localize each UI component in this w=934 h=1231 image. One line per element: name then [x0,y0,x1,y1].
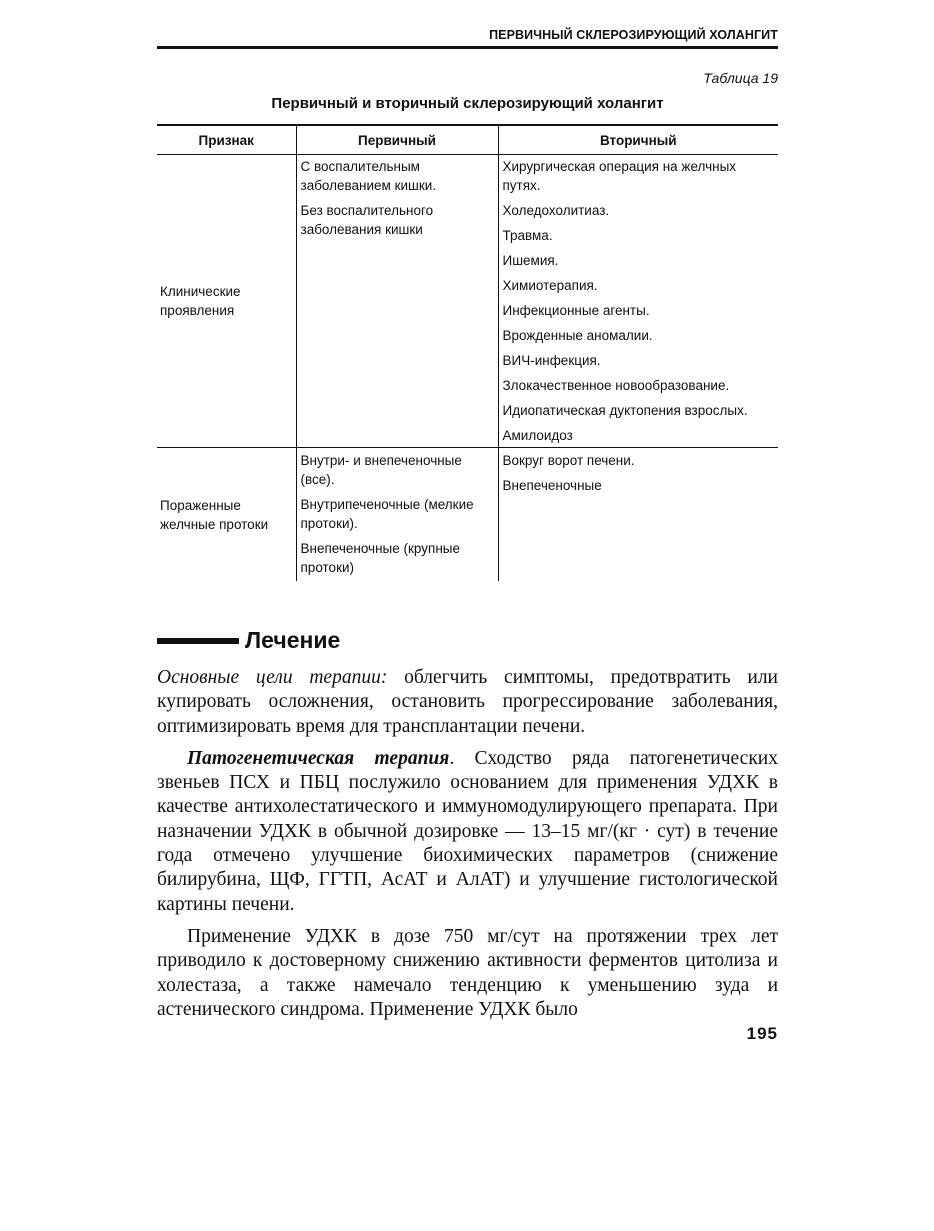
column-header-secondary: Вторичный [498,125,778,155]
primary-cell [296,155,498,448]
list-item: Внутрипеченочные (мелкие протоки). [300,497,474,531]
primary-cell [296,448,498,582]
paragraph-text: облегчить симптомы, предотвратить или купировать осложнения, остановить прогрессирование заболевания, оптимизировать время для трансплантации печени. [157,667,778,737]
page-number: 195 [746,1024,778,1043]
list-item: Химиотерапия. [502,278,598,293]
list-item: Амилоидоз [502,428,573,443]
list-item: Злокачественное новообразование. [502,378,730,393]
feature-cell: Пораженные желчные протоки [160,497,269,532]
list-item: Без воспалительного заболевания кишки [300,203,434,237]
paragraph-lead: Патогенетическая терапия [187,747,450,769]
secondary-cell [498,448,778,582]
feature-cell: Клинические проявления [157,155,296,448]
list-item: Инфекционные агенты. [502,303,650,318]
list-item: С воспалительным заболеванием кишки. [300,159,437,193]
list-item: Ишемия. [502,253,559,268]
paragraph [157,925,778,1022]
paragraph-text: Применение УДХК в дозе 750 мг/сут на протяжении трех лет приводило к достоверному снижению активности ферментов цитолиза и холестаза, а также намечало тенденцию к уменьшению зуда и астенического синдрома. Применение УДХК было [157,925,778,1020]
list-item: Холедохолитиаз. [502,203,610,218]
paragraph [157,666,778,739]
list-item: Хирургическая операция на желчных путях. [502,159,737,193]
paragraph-text: . Сходство ряда патогенетических звеньев ПСХ и ПБЦ послужило основанием для применения УДХК в качестве антихолестатического и иммуномодулирующего препарата. При назначении УДХК в обычной дозировке — 13–15 мг/(кг · сут) в течение года отмечено улучшение биохимических параметров (снижение билирубина, ЩФ, ГГТП, АсАТ и АлАТ) и улучшение гистологической картины печени. [157,747,778,915]
paragraph-lead: Основные цели терапии: [157,667,388,688]
column-header-primary: Первичный [296,125,498,155]
paragraph [157,747,778,917]
table-row [157,448,778,582]
column-header-feature: Признак [157,125,296,155]
header-rule [157,46,778,49]
table-row [157,155,778,448]
table-number: Таблица 19 [703,70,778,86]
list-item: Внепеченочные (крупные протоки) [300,541,460,575]
secondary-cell [498,155,778,448]
body-text [157,666,778,1030]
list-item: Врожденные аномалии. [502,328,653,343]
list-item: Внутри- и внепеченочные (все). [300,453,462,487]
list-item: Идиопатическая дуктопения взрослых. [502,403,748,418]
comparison-table [157,124,778,581]
list-item: Вокруг ворот печени. [502,453,635,468]
table-title: Первичный и вторичный склерозирующий холангит [271,95,664,112]
table-header-row [157,125,778,155]
heading-bar [157,638,239,644]
running-head: ПЕРВИЧНЫЙ СКЛЕРОЗИРУЮЩИЙ ХОЛАНГИТ [489,28,778,42]
list-item: Внепеченочные [502,478,602,493]
list-item: ВИЧ-инфекция. [502,353,601,368]
list-item: Травма. [502,228,553,243]
section-heading [157,627,340,654]
section-title: Лечение [245,627,341,653]
